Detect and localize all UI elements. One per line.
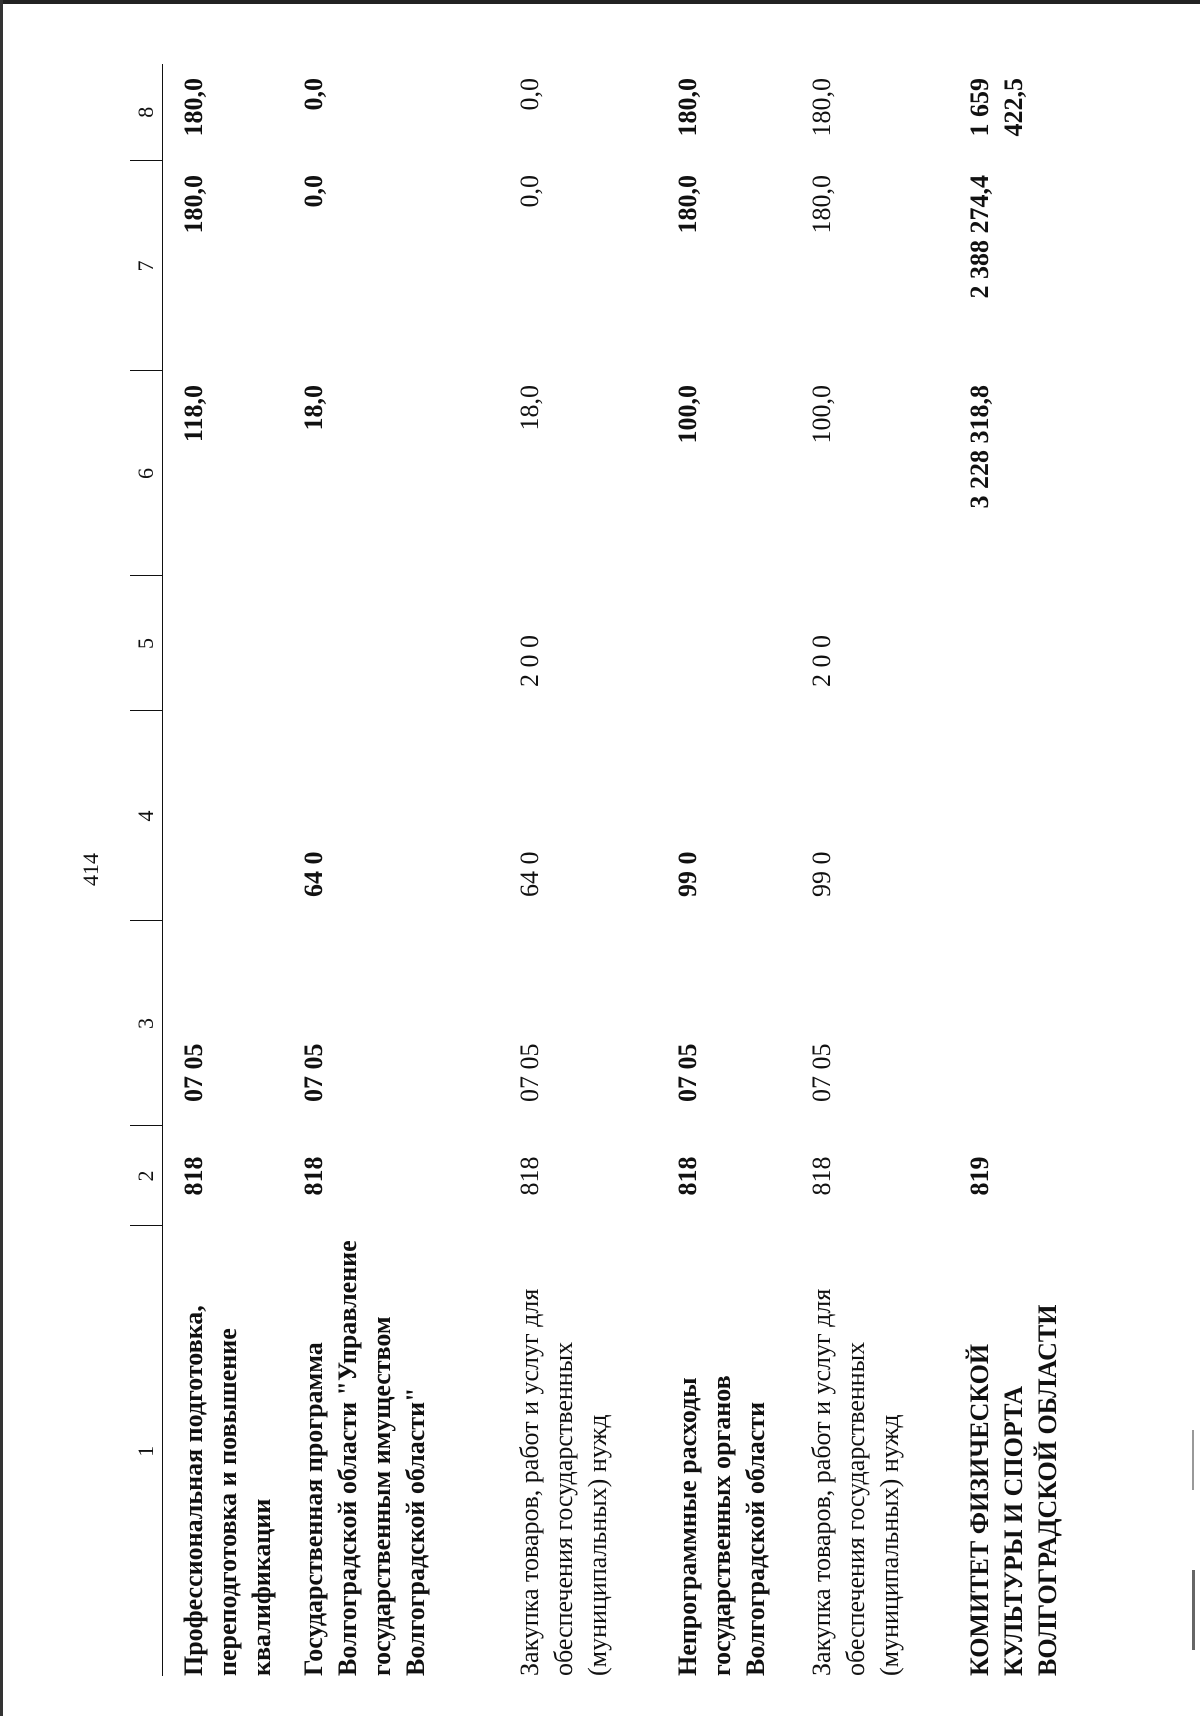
cell-col8: 1 659 422,5: [965, 78, 1028, 137]
cell-col8: 0,0: [299, 78, 328, 111]
table-row: [283, 64, 499, 1676]
table-row: [949, 64, 1077, 1676]
cell-col6: 118,0: [179, 385, 208, 443]
cell-col3: 07 05: [515, 1043, 544, 1102]
cell-col3: [949, 921, 1077, 1126]
table-row: [163, 64, 284, 1676]
row-name: Непрограммные расходы государственных органов Волгоградской области: [673, 1375, 770, 1676]
column-header: 4: [130, 711, 163, 921]
cell-col8: 180,0: [807, 78, 836, 137]
budget-table: [130, 64, 1077, 1676]
cell-col6: 100,0: [673, 385, 702, 444]
cell-col6: 100,0: [807, 385, 836, 444]
cell-col7: 180,0: [807, 175, 836, 234]
column-header: 6: [130, 371, 163, 576]
cell-col2: 818: [807, 1156, 836, 1196]
cell-col2: 818: [673, 1156, 702, 1196]
row-name: Профессиональная подготовка, переподготовка и повышение квалификации: [179, 1305, 276, 1676]
cell-col5: 2 0 0: [515, 635, 544, 687]
cell-col6: 18,0: [515, 385, 544, 431]
column-header: 2: [130, 1126, 163, 1226]
column-header: 1: [130, 1226, 163, 1676]
column-header: 7: [130, 161, 163, 371]
cell-col5: [283, 576, 499, 711]
cell-col2: 818: [299, 1156, 328, 1196]
cell-col8: 180,0: [179, 78, 208, 137]
cell-col4: 64 0: [515, 851, 544, 897]
cell-col3: 07 05: [299, 1043, 328, 1102]
cell-col3: 07 05: [807, 1043, 836, 1102]
table-row: [499, 64, 657, 1676]
table-row: [657, 64, 791, 1676]
cell-col8: 180,0: [673, 78, 702, 137]
cell-col4: 64 0: [299, 851, 328, 897]
cell-col6: 3 228 318,8: [965, 385, 994, 509]
cell-col4: [163, 711, 284, 921]
cell-col7: 180,0: [179, 175, 208, 234]
cell-col7: 2 388 274,4: [965, 175, 994, 299]
row-name: КОМИТЕТ ФИЗИЧЕСКОЙ КУЛЬТУРЫ И СПОРТА ВОЛГОГРАДСКОЙ ОБЛАСТИ: [965, 1304, 1062, 1676]
cell-col7: 180,0: [673, 175, 702, 234]
row-name: Государственная программа Волгоградской области "Управление государственным имуществом Волгоградской области": [299, 1240, 430, 1676]
cell-col4: [949, 711, 1077, 921]
cell-col2: 819: [965, 1156, 994, 1196]
cell-col5: [949, 576, 1077, 711]
cell-col5: [657, 576, 791, 711]
cell-col6: 18,0: [299, 385, 328, 431]
column-header: 3: [130, 921, 163, 1126]
cell-col8: 0,0: [515, 78, 544, 111]
cell-col3: 07 05: [673, 1043, 702, 1102]
cell-col7: 0,0: [299, 175, 328, 208]
cell-col2: 818: [179, 1156, 208, 1196]
row-name: Закупка товаров, работ и услуг для обеспечения государственных (муниципальных) нужд: [515, 1288, 612, 1676]
cell-col4: 99 0: [807, 851, 836, 897]
cell-col2: 818: [515, 1156, 544, 1196]
page-number: 414: [78, 853, 103, 886]
column-header: 8: [130, 64, 163, 161]
cell-col5: [163, 576, 284, 711]
table-row: [791, 64, 949, 1676]
row-name: Закупка товаров, работ и услуг для обеспечения государственных (муниципальных) нужд: [807, 1288, 904, 1676]
cell-col3: 07 05: [179, 1043, 208, 1102]
column-header: 5: [130, 576, 163, 711]
cell-col5: 2 0 0: [807, 635, 836, 687]
cell-col7: 0,0: [515, 175, 544, 208]
table-header-row: [130, 64, 163, 1676]
cell-col4: 99 0: [673, 851, 702, 897]
